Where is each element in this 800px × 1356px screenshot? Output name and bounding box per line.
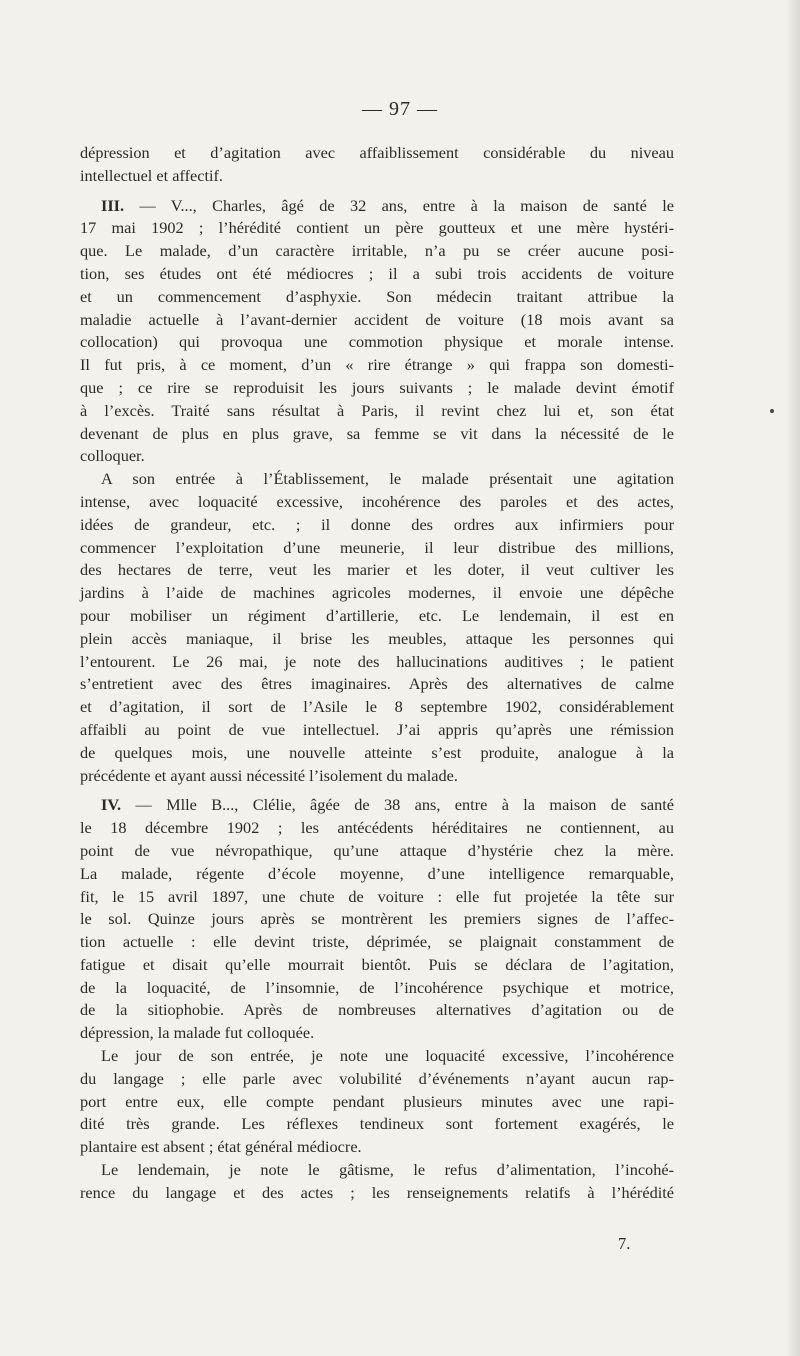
text-line: tion actuelle : elle devint triste, déprimée, se plaignait constamment de — [80, 932, 674, 952]
text-line: 17 mai 1902 ; l’hérédité contient un père goutteux et une mère hystéri- — [80, 218, 674, 238]
text-line: idées de grandeur, etc. ; il donne des ordres aux infirmiers pour — [80, 514, 674, 534]
text-line — [80, 195, 674, 218]
text-line: intellectuel et affectif. — [80, 165, 223, 185]
text-line: Le lendemain, je note le gâtisme, le refus d’alimentation, l’incohé- — [101, 1160, 674, 1180]
text-line: que. Le malade, d’un caractère irritable, n’a pu se créer aucune posi- — [80, 241, 674, 261]
case-number: III. — [101, 195, 125, 215]
text-line: s’entretient avec des êtres imaginaires. Après des alternatives de calme — [80, 674, 674, 694]
text-line: pour mobiliser un régiment d’artillerie, etc. Le lendemain, il est en — [80, 605, 674, 625]
text-line: maladie actuelle à l’avant-dernier accident de voiture (18 mois avant sa — [80, 309, 674, 329]
text-line: des hectares de terre, veut les marier et les doter, il veut cultiver les — [80, 560, 674, 580]
text-line: fit, le 15 avril 1897, une chute de voiture : elle fut projetée la tête sur — [80, 886, 674, 906]
text-line: A son entrée à l’Établissement, le malade présentait une agitation — [101, 469, 674, 489]
ink-speck — [770, 409, 774, 413]
text-line: et d’agitation, il sort de l’Asile le 8 septembre 1902, considérablement — [80, 697, 674, 717]
text-line: de la loquacité, de l’insomnie, de l’incohérence psychique et motrice, — [80, 977, 674, 997]
text-line: Il fut pris, à ce moment, d’un « rire étrange » qui frappa son domesti- — [80, 355, 674, 375]
text-line: précédente et ayant aussi nécessité l’isolement du malade. — [80, 765, 458, 785]
case-iii-admission-paragraph — [80, 468, 674, 787]
body-text — [80, 142, 674, 1205]
page-number: — 97 — — [362, 98, 438, 120]
paragraph-continuation — [80, 142, 674, 188]
text-line: le sol. Quinze jours après se montrèrent les premiers signes de l’affec- — [80, 909, 674, 929]
text-line: de la sitiophobie. Après de nombreuses alternatives d’agitation ou de — [80, 1000, 674, 1020]
text-line: port entre eux, elle compte pendant plusieurs minutes avec une rapi- — [80, 1091, 674, 1111]
text-run: — V..., Charles, âgé de 32 ans, entre à la maison de santé le — [124, 195, 674, 215]
case-number: IV. — [101, 795, 122, 815]
text-line: collocation) qui provoqua une commotion physique et morale intense. — [80, 332, 674, 352]
signature-mark: 7. — [618, 1234, 631, 1253]
text-line: tion, ses études ont été médiocres ; il a subi trois accidents de voiture — [80, 263, 674, 283]
text-line — [80, 794, 674, 817]
text-line: Le jour de son entrée, je note une loquacité excessive, l’incohérence — [101, 1046, 674, 1066]
text-line: plein accès maniaque, il brise les meubles, attaque les personnes qui — [80, 628, 674, 648]
text-line: colloquer. — [80, 446, 145, 466]
text-line: intense, avec loquacité excessive, incohérence des paroles et des actes, — [80, 491, 674, 511]
text-line: et un commencement d’asphyxie. Son médecin traitant attribue la — [80, 286, 674, 306]
text-line: à l’excès. Traité sans résultat à Paris, il revint chez lui et, son état — [80, 400, 674, 420]
text-line: que ; ce rire se reproduisit les jours suivants ; le malade devint émotif — [80, 377, 674, 397]
text-line: dépression, la malade fut colloquée. — [80, 1023, 315, 1043]
text-line: dité très grande. Les réflexes tendineux sont fortement exagérés, le — [80, 1114, 674, 1134]
text-line: de quelques mois, une nouvelle atteinte s’est produite, analogue à la — [80, 742, 674, 762]
case-iv-paragraph — [80, 794, 674, 1045]
text-line: La malade, régente d’école moyenne, d’une intelligence remarquable, — [80, 863, 674, 883]
text-line: l’entourent. Le 26 mai, je note des hallucinations auditives ; le patient — [80, 651, 674, 671]
case-iv-admission-paragraph — [80, 1045, 674, 1159]
case-iii-paragraph — [80, 195, 674, 469]
page-edge-shadow — [786, 0, 800, 1356]
text-run: — Mlle B..., Clélie, âgée de 38 ans, entre à la maison de santé — [121, 795, 674, 815]
text-line: jardins à l’aide de machines agricoles modernes, il envoie une dépêche — [80, 583, 674, 603]
text-line: fatigue et disait qu’elle mourrait bientôt. Puis se déclara de l’agitation, — [80, 954, 674, 974]
text-line: rence du langage et des actes ; les renseignements relatifs à l’hérédité — [80, 1182, 674, 1202]
case-iv-followup-paragraph — [80, 1159, 674, 1205]
text-line: devenant de plus en plus grave, sa femme se vit dans la nécessité de le — [80, 423, 674, 443]
text-line: du langage ; elle parle avec volubilité d’événements n’ayant aucun rap- — [80, 1068, 674, 1088]
text-line: dépression et d’agitation avec affaiblissement considérable du niveau — [80, 143, 674, 162]
text-line: le 18 décembre 1902 ; les antécédents héréditaires ne contiennent, au — [80, 818, 674, 838]
text-line: commencer l’exploitation d’une meunerie, il leur distribue des millions, — [80, 537, 674, 557]
text-line: point de vue névropathique, qu’une attaque d’hystérie chez la mère. — [80, 840, 674, 860]
text-line: affaibli au point de vue intellectuel. J’ai appris qu’après une rémission — [80, 719, 674, 739]
text-line: plantaire est absent ; état général médiocre. — [80, 1137, 362, 1157]
